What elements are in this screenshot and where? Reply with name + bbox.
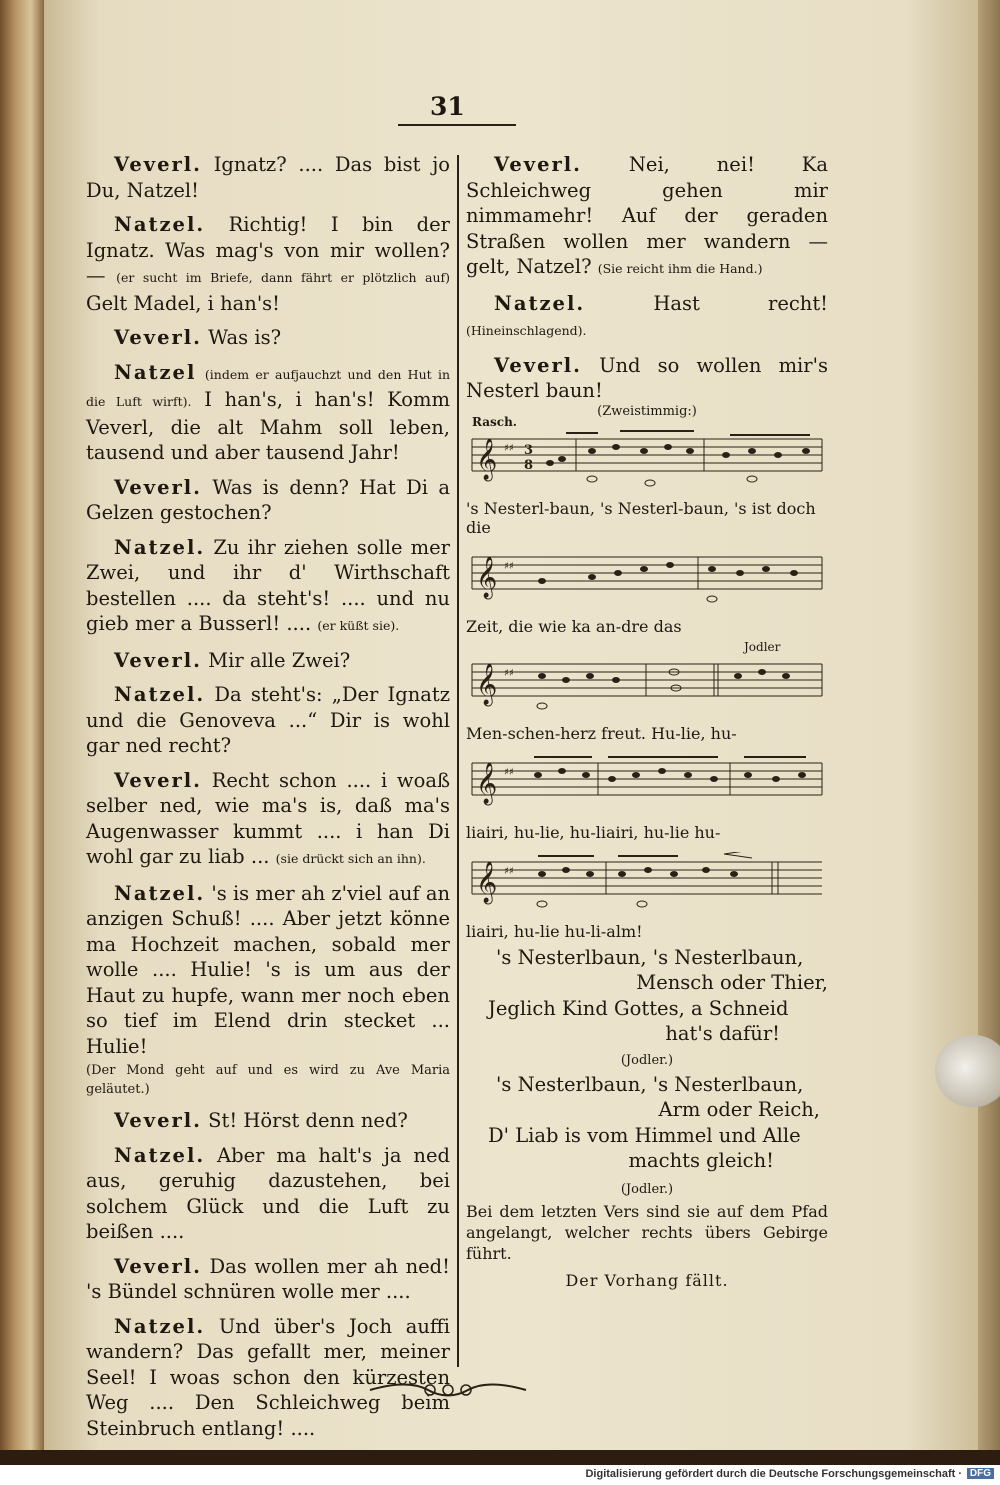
lyric-line: liairi, hu-lie, hu-liairi, hu-lie hu- [466,822,721,842]
page-right-edge [978,0,1000,1450]
verse-line: hat's dafür! [665,1022,780,1045]
svg-text:3: 3 [524,442,534,458]
music-staff [466,654,828,720]
verse-line: 's Nesterlbaun, 's Nesterlbaun, [496,1072,804,1096]
lyric-line: Men-schen-herz freut. Hu-lie, hu- [466,723,737,743]
closing-stage-direction: Bei dem letzten Vers sind sie auf dem Pfad angelangt, welcher rechts übers Gebirge führt. [466,1201,828,1263]
page-number: 31 [430,92,465,121]
dialogue-line: Veverl. Ignatz? .... Das bist jo Du, Natzel! [86,153,451,202]
music-staff [466,753,828,819]
dialogue-line: Natzel. Und über's Joch auffi wandern? Das gefallt mer, meiner Seel! I woas schon den kürzesten Weg .... Den Schleichweg beim Steinbruch entlang! .... [86,1314,451,1440]
svg-text:𝄞: 𝄞 [476,762,498,804]
music-staff [466,547,828,613]
song-stanza [466,1072,828,1174]
verse-line: Jeglich Kind Gottes, a Schneid [488,996,789,1020]
dialogue-line: Natzel. Richtig! I bin der Ignatz. Was mag's von mir wollen? — (er sucht im Briefe, dann fährt er plötzlich auf) Gelt Madel, i han's! [86,213,450,315]
dialogue-line: Veverl. Nei, nei! Ka Schleichweg gehen mir nimmamehr! Auf der geraden Straßen wollen mer wandern — gelt, Natzel? (Sie reicht ihm die Hand.) [466,153,828,278]
jodler-marking: Jodler [744,639,781,654]
music-staff [466,429,828,495]
page-number-rule [398,124,516,126]
book-spine-edge [0,0,44,1450]
digitization-footer [0,1465,1000,1485]
svg-text:♯♯: ♯♯ [504,865,514,877]
svg-text:𝄞: 𝄞 [476,663,498,705]
svg-text:𝄞: 𝄞 [476,861,498,903]
lyric-line: 's Nesterl-baun, 's Nesterl-baun, 's ist doch die [466,498,816,537]
ornament-divider [368,1375,528,1405]
dialogue-line: Natzel. 's is mer ah z'viel auf an anzigen Schuß! .... Aber jetzt könne ma Hochzeit machen, sobald mer wolle .... Hulie! 's is um aus der Haut zu hupfe, wann mer noch eben so tief im Elend drin stecket ... Hulie! [86,881,451,1058]
tempo-marking: Rasch. [472,414,517,429]
left-column [86,152,450,1450]
svg-text:𝄞: 𝄞 [476,438,498,480]
lyric-line: liairi, hu-lie hu-li-alm! [466,921,643,941]
verse-line: Mensch oder Thier, [636,971,828,994]
svg-text:♯♯: ♯♯ [504,442,514,454]
music-heading: (Zweistimmig:) [597,403,697,419]
dialogue-line: Veverl. Mir alle Zwei? [114,648,351,672]
svg-text:♯♯: ♯♯ [504,560,514,572]
verse-line: 's Nesterlbaun, 's Nesterlbaun, [496,945,804,969]
dialogue-line: Natzel. Zu ihr ziehen solle mer Zwei, und ihr d' Wirthschaft bestellen .... da steht's! .... und nu gieb mer a Busserl! .... (er küßt sie). [86,535,451,635]
dialogue-line: Veverl. Das wollen mer ah ned! 's Bündel schnüren wolle mer .... [86,1254,450,1303]
verse-line: D' Liab is vom Himmel und Alle [488,1123,801,1147]
stage-direction: (Der Mond geht auf und es wird zu Ave Maria geläutet.) [86,1063,450,1097]
dialogue-line: Veverl. Recht schon .... i woaß selber ned, wie ma's is, daß ma's Augenwasser kummt .... i han Di wohl gar zu liab ... (sie drückt sich an ihn). [86,768,450,868]
dialogue-line: Veverl. Was is denn? Hat Di a Gelzen gestochen? [86,475,450,524]
dialogue-line: Natzel (indem er aufjauchzt und den Hut in die Luft wirft). I han's, i han's! Komm Veverl, die alt Mahm soll leben, tausend und aber tausend Jahr! [86,360,450,464]
svg-text:𝄞: 𝄞 [476,556,498,598]
lyric-line: Zeit, die wie ka an-dre das [466,616,682,636]
jodler-direction: (Jodler.) [620,1181,674,1197]
verse-line: machts gleich! [628,1149,774,1172]
jodler-direction: (Jodler.) [620,1052,674,1068]
footer-credit: Digitalisierung gefördert durch die Deutsche Forschungsgemeinschaft · [585,1468,962,1480]
right-column [466,152,828,1302]
svg-text:♯♯: ♯♯ [504,766,514,778]
dialogue-line: Veverl. Was is? [114,326,282,349]
thumb-clip [935,1035,1000,1107]
svg-text:8: 8 [524,457,534,473]
dialogue-line: Veverl. Und so wollen mir's Nesterl baun! [466,353,828,402]
svg-text:♯♯: ♯♯ [504,667,514,679]
dialogue-line: Natzel. Da steht's: „Der Ignatz und die Genoveva ...“ Dir is wohl gar ned recht? [86,683,450,757]
dialogue-line: Natzel. Hast recht! (Hineinschlagend). [466,291,829,338]
verse-line: Arm oder Reich, [658,1098,820,1121]
dialogue-line: Veverl. St! Hörst denn ned? [114,1109,408,1132]
curtain-line: Der Vorhang fällt. [565,1270,729,1290]
dfg-logo: DFG [967,1468,994,1479]
dialogue-line: Natzel. Aber ma halt's ja ned aus, geruhig dazustehen, bei solchem Glück und die Luft zu beißen .... [86,1143,450,1243]
music-staff [466,852,828,918]
column-divider [457,155,459,1367]
song-stanza [466,945,828,1047]
